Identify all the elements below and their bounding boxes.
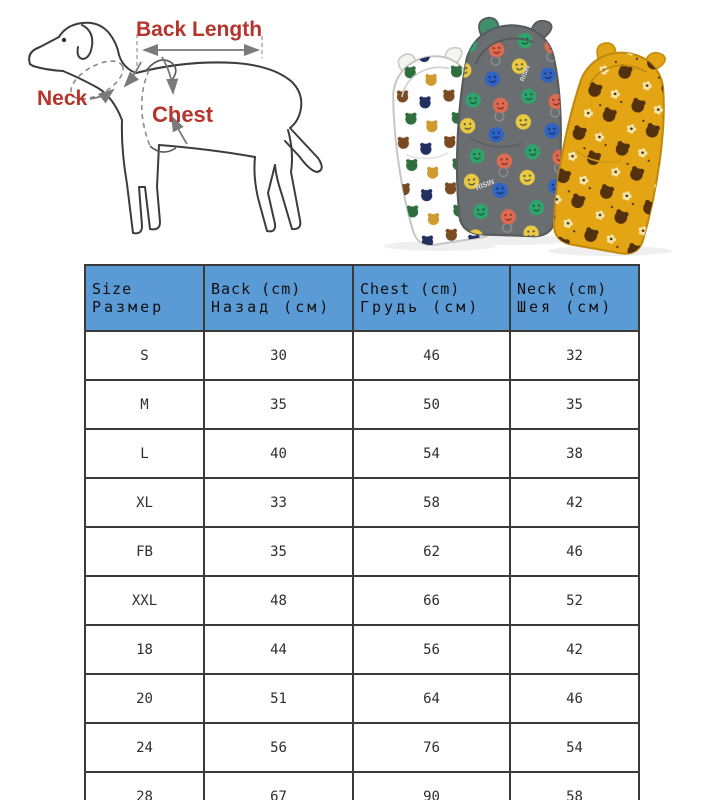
- cell-back: 30: [204, 331, 353, 380]
- cell-back: 40: [204, 429, 353, 478]
- dog-measurement-diagram: [0, 0, 360, 262]
- cell-back: 56: [204, 723, 353, 772]
- cell-chest: 66: [353, 576, 510, 625]
- print-text-risin-2: RISIN: [519, 64, 532, 83]
- hoodies-illustration: [360, 0, 711, 262]
- dog-eye: [62, 38, 66, 42]
- col-header-back: [204, 265, 353, 331]
- col-header-chest-ru: Грудь (см): [360, 298, 481, 316]
- cell-neck: 32: [510, 331, 639, 380]
- col-header-size: [85, 265, 204, 331]
- col-header-chest: [353, 265, 510, 331]
- neck-label: Neck: [37, 87, 88, 110]
- cell-back: 48: [204, 576, 353, 625]
- product-gray-hoodie: [454, 17, 565, 237]
- back-length-label: Back Length: [136, 18, 263, 41]
- cell-chest: 46: [353, 331, 510, 380]
- table-row: [85, 674, 639, 723]
- cell-neck: 46: [510, 527, 639, 576]
- cell-size: XXL: [85, 576, 204, 625]
- cell-chest: 64: [353, 674, 510, 723]
- product-photo: [360, 0, 711, 262]
- cell-back: 35: [204, 527, 353, 576]
- table-row: [85, 331, 639, 380]
- cell-back: 33: [204, 478, 353, 527]
- size-table-header: [85, 265, 639, 331]
- col-header-back-ru: Назад (см): [211, 298, 332, 316]
- cell-chest: 58: [353, 478, 510, 527]
- cell-neck: 38: [510, 429, 639, 478]
- col-header-neck-en: Neck (cm): [517, 280, 608, 298]
- table-row: [85, 527, 639, 576]
- cell-size: L: [85, 429, 204, 478]
- table-row: [85, 576, 639, 625]
- cell-back: 67: [204, 772, 353, 800]
- cell-size: FB: [85, 527, 204, 576]
- table-row: [85, 478, 639, 527]
- col-header-neck: [510, 265, 639, 331]
- cell-chest: 54: [353, 429, 510, 478]
- cell-neck: 54: [510, 723, 639, 772]
- cell-neck: 42: [510, 625, 639, 674]
- cell-neck: 42: [510, 478, 639, 527]
- top-section: [0, 0, 711, 262]
- cell-neck: 46: [510, 674, 639, 723]
- col-header-size-en: Size: [92, 280, 133, 298]
- cell-back: 35: [204, 380, 353, 429]
- cell-back: 51: [204, 674, 353, 723]
- cell-chest: 56: [353, 625, 510, 674]
- size-table: [84, 264, 640, 800]
- cell-neck: 52: [510, 576, 639, 625]
- table-row: [85, 772, 639, 800]
- col-header-neck-ru: Шея (см): [517, 298, 614, 316]
- cell-back: 44: [204, 625, 353, 674]
- product-yellow-hoodie: [547, 39, 679, 258]
- table-row: [85, 429, 639, 478]
- neck-down-arrow: [125, 62, 141, 86]
- cell-chest: 90: [353, 772, 510, 800]
- cell-size: 24: [85, 723, 204, 772]
- cell-size: M: [85, 380, 204, 429]
- size-table-body: [85, 331, 639, 800]
- cell-neck: 58: [510, 772, 639, 800]
- cell-size: 20: [85, 674, 204, 723]
- cell-size: S: [85, 331, 204, 380]
- col-header-size-ru: Размер: [92, 298, 165, 316]
- cell-chest: 62: [353, 527, 510, 576]
- cell-neck: 35: [510, 380, 639, 429]
- table-row: [85, 625, 639, 674]
- cell-size: 18: [85, 625, 204, 674]
- print-text-risin: RISIN: [474, 176, 496, 192]
- cell-size: XL: [85, 478, 204, 527]
- cell-size: 28: [85, 772, 204, 800]
- table-row: [85, 723, 639, 772]
- col-header-back-en: Back (cm): [211, 280, 302, 298]
- dog-outline: [29, 23, 322, 234]
- table-row: [85, 380, 639, 429]
- col-header-chest-en: Chest (cm): [360, 280, 461, 298]
- chest-label: Chest: [152, 102, 214, 127]
- cell-chest: 50: [353, 380, 510, 429]
- cell-chest: 76: [353, 723, 510, 772]
